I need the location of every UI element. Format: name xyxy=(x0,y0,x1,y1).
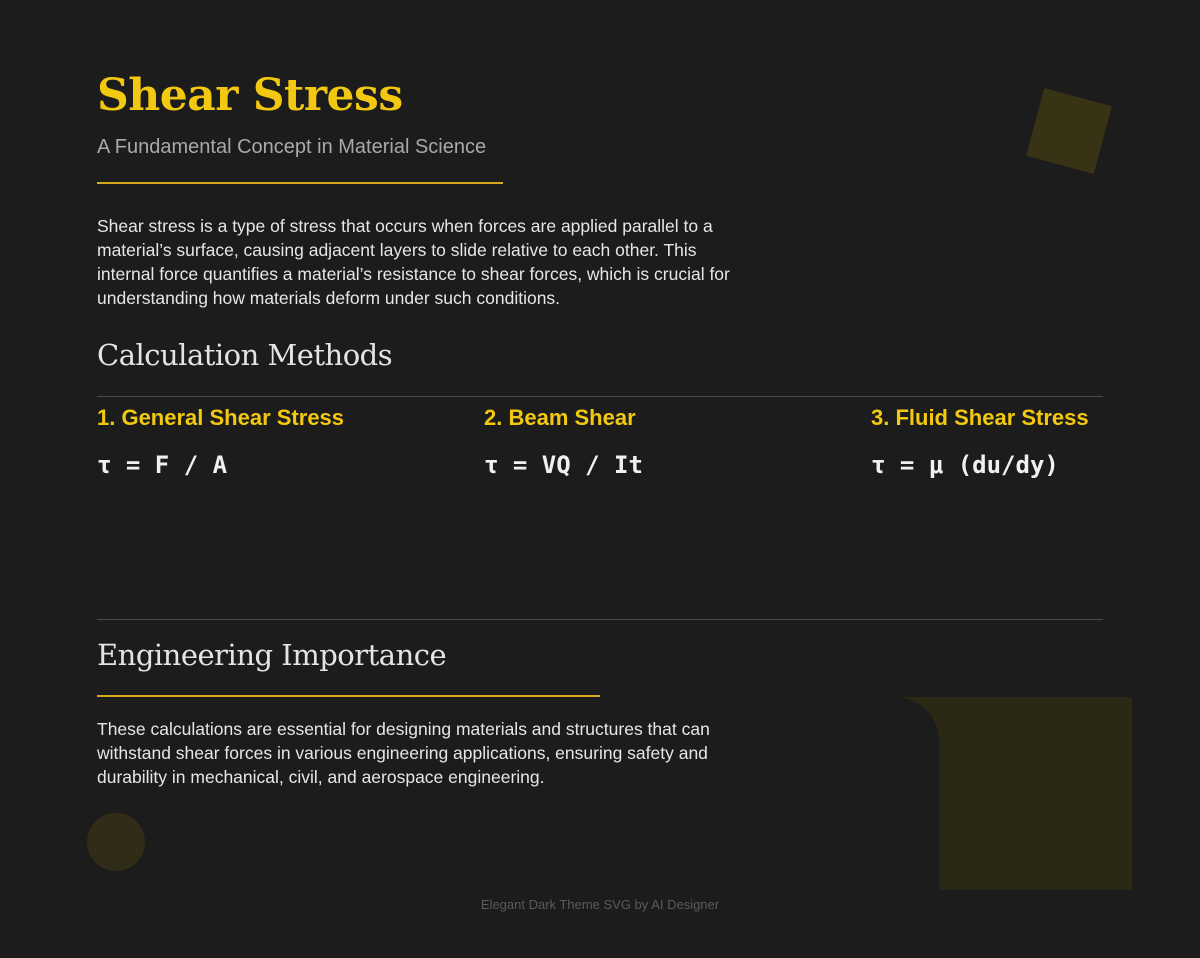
page-subtitle: A Fundamental Concept in Material Science xyxy=(97,136,487,158)
intro-paragraph: Shear stress is a type of stress that occurs when forces are applied parallel to a material’s surface, causing adjacent layers to slide relative to each other. This internal force quantifies a material’s resistance to shear forces, which is crucial for understanding how materials deform under such conditions. xyxy=(97,216,730,308)
formula-fluid: τ = μ (du/dy) xyxy=(871,451,1059,479)
calculation-heading: Calculation Methods xyxy=(97,338,393,372)
calculation-divider xyxy=(97,396,1103,397)
method-title-fluid: 3. Fluid Shear Stress xyxy=(871,405,1089,430)
decorative-block-notch xyxy=(895,697,939,890)
formula-general: τ = F / A xyxy=(97,451,228,479)
footer-credit: Elegant Dark Theme SVG by AI Designer xyxy=(480,897,720,912)
method-title-beam: 2. Beam Shear xyxy=(484,405,636,430)
importance-paragraph: These calculations are essential for designing materials and structures that can withstand shear forces in various engineering applications, ensuring safety and durability in mechanical, civil, and aerospace engineering. xyxy=(97,719,710,787)
importance-underline xyxy=(97,695,600,697)
importance-heading: Engineering Importance xyxy=(97,638,447,672)
decorative-circle xyxy=(87,813,145,871)
title-underline xyxy=(97,182,503,184)
decorative-square xyxy=(1026,88,1112,174)
page-title: Shear Stress xyxy=(97,70,403,121)
importance-divider xyxy=(97,619,1103,620)
formula-beam: τ = VQ / It xyxy=(484,451,643,479)
method-title-general: 1. General Shear Stress xyxy=(97,405,345,430)
